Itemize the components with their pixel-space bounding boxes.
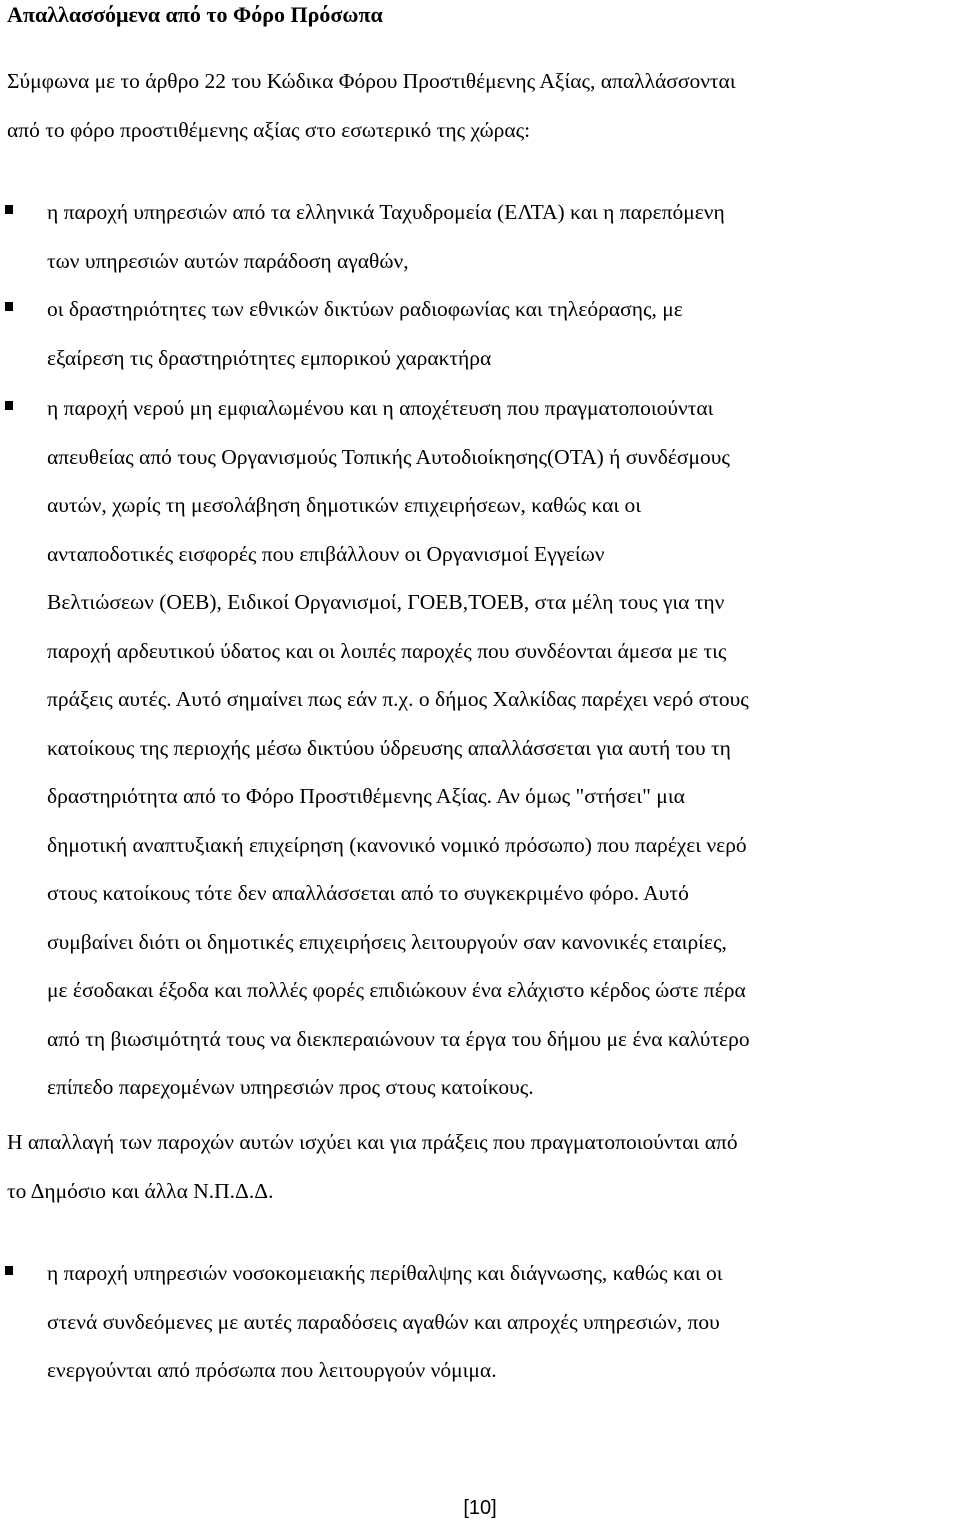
bullet-text [47, 384, 957, 1112]
text-line: από το φόρο προστιθέμενης αξίας στο εσωτερικό της χώρας: [7, 117, 531, 142]
text-line: εξαίρεση τις δραστηριότητες εμπορικού χαρακτήρα [47, 345, 492, 370]
text-line: το Δημόσιο και άλλα Ν.Π.Δ.Δ. [7, 1178, 274, 1203]
text-line: παροχή αρδευτικού ύδατος και οι λοιπές παροχές που συνδέονται άμεσα με τις [47, 638, 727, 663]
text-line: η παροχή υπηρεσιών από τα ελληνικά Ταχυδρομεία (ΕΛΤΑ) και η παρεπόμενη [47, 200, 725, 224]
square-bullet-icon [5, 205, 13, 214]
text-line: από τη βιωσιμότητά τους να διεκπεραιώνουν τα έργα του δήμου με ένα καλύτερο [47, 1026, 750, 1051]
bullet-text [47, 188, 957, 285]
text-line: η παροχή υπηρεσιών νοσοκομειακής περίθαλψης και διάγνωσης, καθώς και οι [47, 1261, 723, 1285]
text-line: η παροχή νερού μη εμφιαλωμένου και η αποχέτευση που πραγματοποιούνται [47, 396, 714, 420]
text-line: στενά συνδεόμενες με αυτές παραδόσεις αγαθών και απροχές υπηρεσιών, που [47, 1309, 720, 1334]
page-number: [10] [463, 1497, 497, 1519]
text-line: συμβαίνει διότι οι δημοτικές επιχειρήσεις λειτουργούν σαν κανονικές εταιρίες, [47, 929, 727, 954]
intro-paragraph [7, 57, 957, 154]
bullet-text [47, 285, 957, 382]
text-line: στους κατοίκους τότε δεν απαλλάσσεται από το συγκεκριμένο φόρο. Αυτό [47, 881, 689, 905]
text-line: Η απαλλαγή των παροχών αυτών ισχύει και για πράξεις που πραγματοποιούνται από [7, 1130, 738, 1154]
text-line: οι δραστηριότητες των εθνικών δικτύων ραδιοφωνίας και τηλεόρασης, με [47, 297, 683, 321]
text-line: αυτών, χωρίς τη μεσολάβηση δημοτικών επιχειρήσεων, καθώς και οι [47, 493, 642, 517]
text-line: δημοτική αναπτυξιακή επιχείρηση (κανονικό νομικό πρόσωπο) που παρέχει νερό [47, 832, 747, 857]
square-bullet-icon [5, 1266, 13, 1275]
text-line: ενεργούνται από πρόσωπα που λειτουργούν νόμιμα. [47, 1358, 497, 1382]
note-paragraph [7, 1118, 957, 1215]
text-line: Βελτιώσεων (ΟΕΒ), Ειδικοί Οργανισμοί, ΓΟΕΒ,ΤΟΕΒ, στα μέλη τους για την [47, 590, 725, 614]
text-line: απευθείας από τους Οργανισμούς Τοπικής Αυτοδιοίκησης(ΟΤΑ) ή συνδέσμους [47, 444, 730, 469]
section-heading: Απαλλασσόμενα από το Φόρο Πρόσωπα [7, 2, 383, 27]
text-line: κατοίκους της περιοχής μέσω δικτύου ύδρευσης απαλλάσσεται για αυτή του τη [47, 735, 731, 760]
square-bullet-icon [5, 401, 13, 410]
text-line: ανταποδοτικές εισφορές που επιβάλλουν οι Οργανισμοί Εγγείων [47, 541, 605, 566]
text-line: πράξεις αυτές. Αυτό σημαίνει πως εάν π.χ. ο δήμος Χαλκίδας παρέχει νερό στους [47, 687, 749, 711]
text-line: με έσοδακαι έξοδα και πολλές φορές επιδιώκουν ένα ελάχιστο κέρδος ώστε πέρα [47, 978, 746, 1002]
text-line: Σύμφωνα με το άρθρο 22 του Κώδικα Φόρου Προστιθέμενης Αξίας, απαλλάσσονται [7, 69, 736, 93]
square-bullet-icon [5, 302, 13, 311]
text-line: επίπεδο παρεχομένων υπηρεσιών προς στους κατοίκους. [47, 1075, 534, 1099]
text-line: των υπηρεσιών αυτών παράδοση αγαθών, [47, 248, 409, 273]
bullet-text [47, 1249, 957, 1395]
text-line: δραστηριότητα από το Φόρο Προστιθέμενης Αξίας. Αν όμως "στήσει" μια [47, 784, 685, 808]
